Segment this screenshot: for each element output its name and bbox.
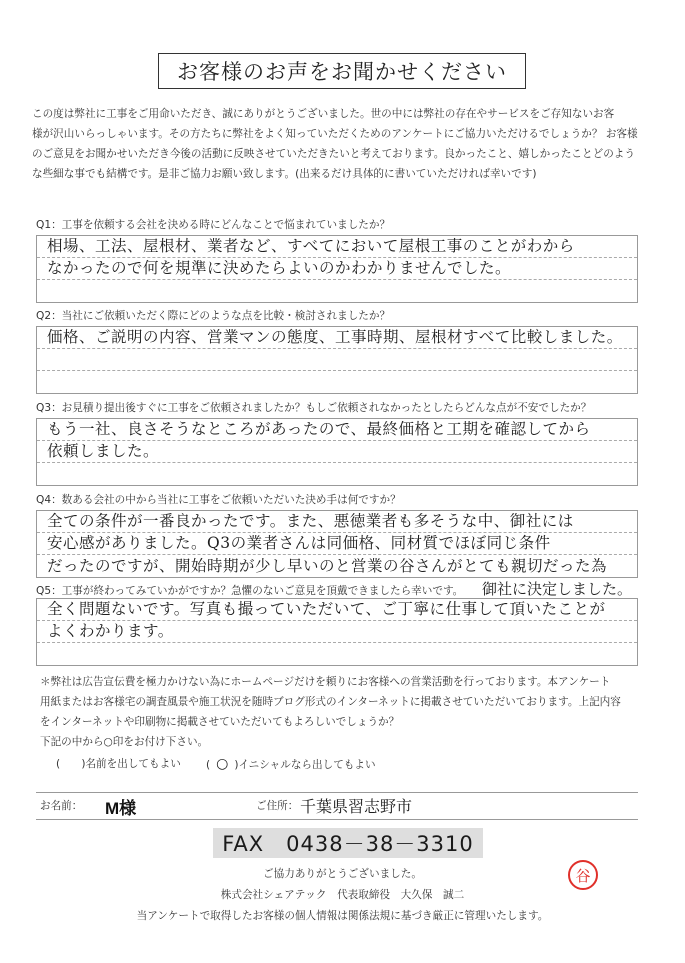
circle-mark: ○	[216, 756, 229, 772]
answer-line	[37, 349, 637, 371]
handwritten-text: 依頼しました。	[47, 442, 160, 460]
handwritten-text: 価格、ご説明の内容、営業マンの態度、工事時期、屋根材すべて比較しました。	[47, 328, 623, 346]
stamp-text: 谷	[575, 866, 591, 885]
answer-line	[37, 236, 637, 258]
answer-box-5	[36, 598, 638, 666]
answer-line	[37, 463, 637, 485]
address-value: 千葉県習志野市	[300, 797, 413, 816]
intro-text	[32, 104, 657, 184]
answer-line	[37, 327, 637, 349]
page-title-text: お客様のお声をお聞かせください	[177, 60, 507, 84]
answer-line	[37, 371, 637, 393]
intro-line: 様が沢山いらっしゃいます。その方たちに弊社をよく知っていただくためのアンケートにご協力いただけるでしょうか？ お客様	[32, 128, 638, 140]
answer-line	[37, 599, 637, 621]
handwritten-text: もう一社、良さそうなところがあったので、最終価格と工期を確認してから	[47, 420, 591, 438]
notice-line: 用紙またはお客様宅の調査風景や施工状況を随時ブログ形式のインターネットに掲載させていただいております。上記内容	[40, 696, 621, 708]
name-value: M様	[105, 799, 137, 818]
answer-box-1	[36, 235, 638, 303]
notice-line: 下記の中から○印をお付け下さい。	[40, 736, 209, 748]
notice-line: ＊弊社は広告宣伝費を極力かけない為にホームページだけを頼りにお客様への営業活動を行っております。本アンケート	[40, 676, 611, 688]
handwritten-text: よくわかります。	[47, 622, 174, 640]
handwritten-text: 相場、工法、屋根材、業者など、すべてにおいて屋根工事のことがわから	[47, 237, 575, 255]
answer-line	[37, 533, 637, 555]
name-label: お名前：	[40, 800, 83, 812]
answer-line	[37, 258, 637, 280]
choice-name-ok: ( )名前を出してもよい	[56, 758, 181, 770]
notice-line: をインターネットや印刷物に掲載させていただいてもよろしいでしょうか？	[40, 716, 400, 728]
page-title	[158, 53, 526, 89]
answer-line	[37, 621, 637, 643]
question-5-label: Q5：工事が終わってみていかがですか？急懼のないご意見を頂戴できましたら幸いです。	[36, 585, 464, 597]
answer-box-2	[36, 326, 638, 394]
question-1-label: Q1：工事を依頼する会社を決める時にどんなことで悩まれていましたか？	[36, 219, 391, 231]
privacy-text: 当アンケートで取得したお客様の個人情報は関係法規に基づき厳正に管理いたします。	[136, 910, 549, 922]
answer-line	[37, 555, 637, 577]
answer-4-continuation: 御社に決定しました。	[482, 580, 633, 598]
intro-line: な些細な事でも結構です。是非ご協力お願い致します。(出来るだけ具体的に書いていただければ幸いです)	[32, 168, 537, 180]
question-2-label: Q2：当社にご依頼いただく際にどのような点を比較・検討されましたか？	[36, 310, 391, 322]
choice-initial-label: )イニシャルなら出してもよい	[234, 759, 376, 771]
address-label: ご住所：	[256, 800, 299, 812]
choice-initial-ok	[206, 756, 376, 772]
handwritten-text: なかったので何を規準に決めたらよいのかわかりませんでした。	[47, 259, 512, 277]
intro-line: この度は弊社に工事をご用命いただき、誠にありがとうございました。世の中には弊社の存在やサービスをご存知ないお客	[32, 108, 615, 120]
seal-stamp	[568, 860, 598, 890]
handwritten-text: 安心感がありました。Q3の業者さんは同価格、同材質でほぼ同じ条件	[47, 534, 551, 552]
question-4-label: Q4：数ある会社の中から当社に工事をご依頼いただいた決め手は何ですか？	[36, 494, 401, 506]
answer-line	[37, 511, 637, 533]
answer-line	[37, 419, 637, 441]
question-3-label: Q3：お見積り提出後すぐに工事をご依頼されましたか？もしご依頼されなかったとしたらどんな点が不安でしたか？	[36, 402, 592, 414]
answer-line	[37, 643, 637, 665]
publication-notice	[40, 672, 660, 752]
handwritten-text: 全ての条件が一番良かったです。また、悪徳業者も多そうな中、御社には	[47, 512, 574, 530]
answer-line	[37, 441, 637, 463]
choice-open-paren: (	[206, 759, 211, 771]
answer-box-4	[36, 510, 638, 578]
thanks-text: ご協力ありがとうございました。	[263, 868, 422, 880]
answer-line	[37, 280, 637, 302]
fax-text: FAX 0438－38－3310	[222, 832, 474, 856]
handwritten-text: だったのですが、開始時期が少し早いのと営業の谷さんがとても親切だった為	[47, 557, 608, 575]
fax-number	[213, 828, 483, 858]
company-text: 株式会社シェアテック 代表取締役 大久保 誠二	[220, 889, 465, 901]
intro-line: のご意見をお聞かせいただき今後の活動に反映させていただきたいと考えております。良かったこと、嬉しかったことどのよう	[32, 148, 635, 160]
answer-box-3	[36, 418, 638, 486]
handwritten-text: 全く問題ないです。写真も撮っていただいて、ご丁寧に仕事して頂いたことが	[47, 600, 606, 618]
